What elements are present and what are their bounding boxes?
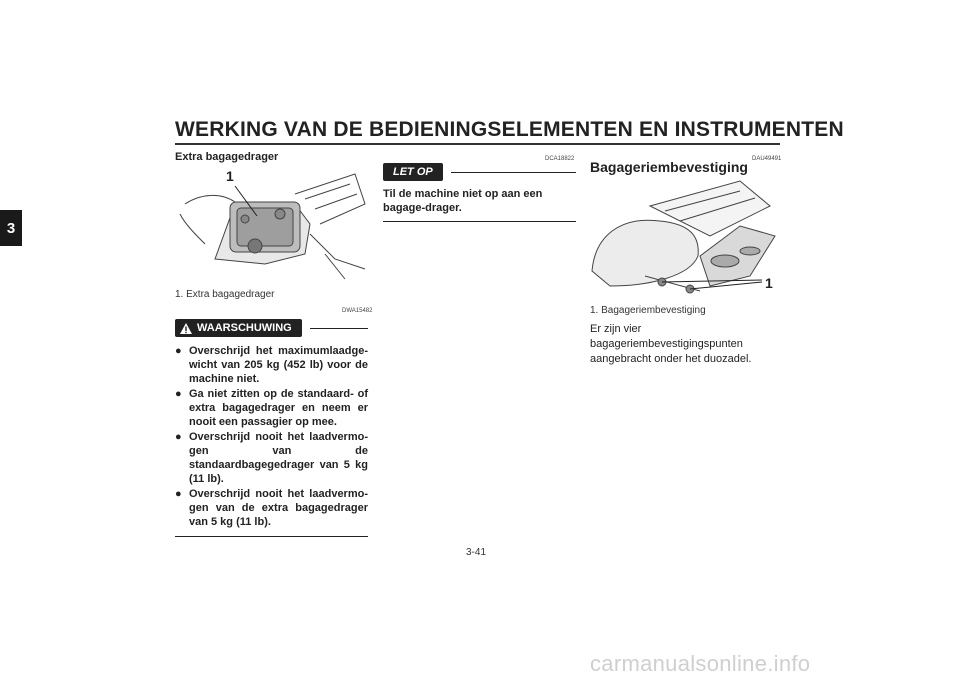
body-text: Er zijn vier bagageriembevestigingspunten aangebracht onder het duozadel. <box>590 323 752 365</box>
figure-bagageriembevestiging <box>590 176 785 298</box>
section-title-extra-bagagedrager: Extra bagagedrager <box>175 151 279 163</box>
list-item: ● Overschrijd nooit het laadvermo-gen van de extra bagagedrager van 5 kg (11 lb). <box>175 488 368 528</box>
bullet-icon: ● <box>175 388 182 400</box>
section-title-bagageriembevestiging: Bagageriembevestiging <box>590 159 748 175</box>
notice-header <box>383 162 576 182</box>
caption-bagageriembevestiging: 1. Bagageriembevestiging <box>590 305 706 316</box>
warning-header-rule <box>310 328 368 329</box>
list-item: ● Overschrijd het maximumlaadge-wicht van 205 kg (452 lb) voor de machine niet. <box>175 345 368 385</box>
notice-box <box>383 162 576 222</box>
bagageriembevestiging-illustration <box>590 176 785 298</box>
caption-extra-bagagedrager: 1. Extra bagagedrager <box>175 289 275 300</box>
watermark: carmanualsonline.info <box>590 651 811 676</box>
bullet-icon: ● <box>175 488 182 500</box>
warning-header <box>175 318 368 338</box>
list-item: ● Overschrijd nooit het laadvermo-gen van de standaardbagegedrager van 5 kg (11 lb). <box>175 431 368 485</box>
figure-callout: 1 <box>765 275 773 291</box>
notice-badge: LET OP <box>383 163 443 181</box>
warning-triangle-icon <box>179 322 193 335</box>
notice-text: Til de machine niet op aan een bagage-drager. <box>383 187 576 222</box>
page-number: 3-41 <box>466 547 487 558</box>
warning-box <box>175 318 368 537</box>
bullet-icon: ● <box>175 431 182 443</box>
warning-code: DWA15482 <box>342 308 373 314</box>
section-code: DAU49491 <box>752 156 782 162</box>
warning-list <box>175 344 368 529</box>
figure-extra-bagagedrager <box>175 164 370 286</box>
bullet-icon: ● <box>175 345 182 357</box>
warning-label: WAARSCHUWING <box>197 322 292 334</box>
header-rule <box>175 143 780 145</box>
list-item: ● Ga niet zitten op de standaard- of extra bagagedrager en neem er nooit een passagier op mee. <box>175 388 368 428</box>
extra-bagagedrager-illustration <box>175 164 370 286</box>
page-header-title: WERKING VAN DE BEDIENINGSELEMENTEN EN INSTRUMENTEN <box>175 118 844 141</box>
notice-header-rule <box>451 172 576 173</box>
chapter-tab: 3 <box>0 210 22 246</box>
notice-code: DCA18822 <box>545 156 575 162</box>
figure-callout: 1 <box>226 168 234 184</box>
warning-badge <box>175 319 302 337</box>
